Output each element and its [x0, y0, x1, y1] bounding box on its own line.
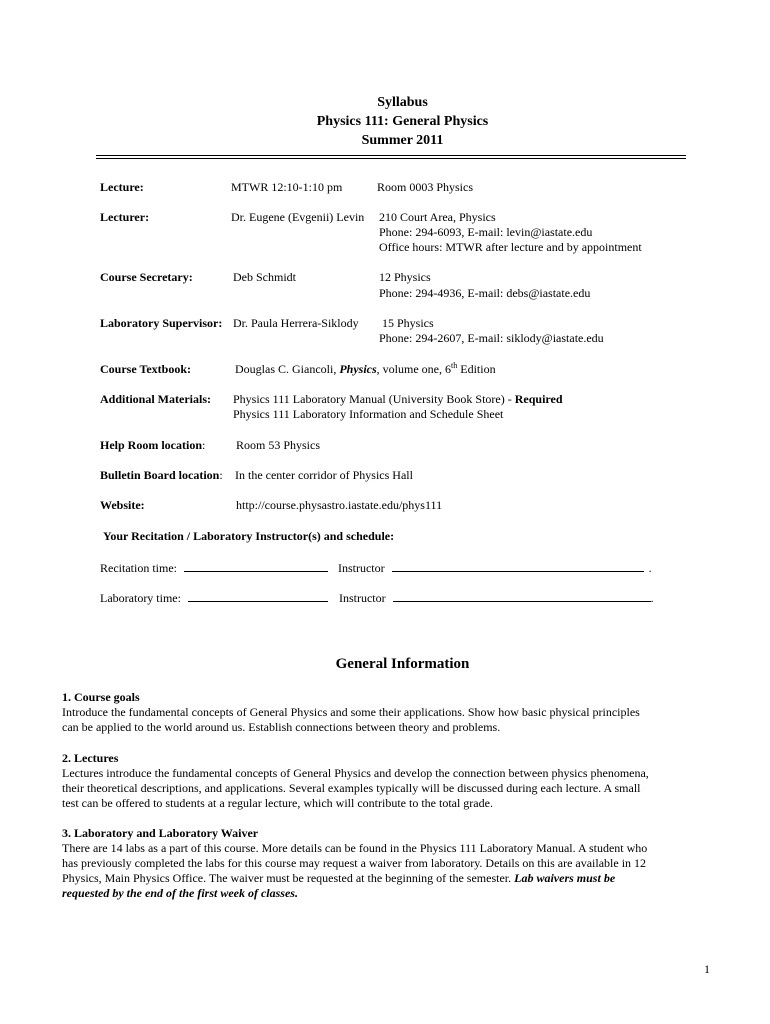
laboratory-time-label: Laboratory time:: [100, 591, 181, 605]
materials-line1: [233, 392, 563, 407]
page-number: 1: [704, 962, 710, 976]
textbook-author: Douglas C. Giancoli,: [235, 362, 340, 376]
recitation-row: [100, 560, 652, 576]
schedule-heading: Your Recitation / Laboratory Instructor(s) and schedule:: [103, 529, 395, 543]
bulletin-colon: :: [219, 468, 223, 482]
lecture-room: Room 0003 Physics: [377, 180, 474, 194]
recitation-period: .: [648, 561, 652, 575]
secretary-label: Course Secretary:: [100, 270, 193, 284]
course-goals-line2: can be applied to the world around us. Establish connections between theory and problems.: [62, 720, 501, 734]
secretary-contact: Phone: 294-4936, E-mail: debs@iastate.edu: [379, 286, 591, 300]
lecturer-contact: Phone: 294-6093, E-mail: levin@iastate.edu: [379, 225, 593, 239]
materials-line2: Physics 111 Laboratory Information and Schedule Sheet: [233, 407, 504, 421]
lab-supervisor-contact: Phone: 294-2607, E-mail: siklody@iastate.edu: [379, 331, 604, 345]
help-room-label-text: Help Room location: [100, 438, 202, 452]
lab-waiver-line2: has previously completed the labs for this course may request a waiver from laboratory. Details on this are available in 12: [62, 856, 647, 870]
materials-label: Additional Materials:: [100, 392, 211, 406]
lab-waiver-emphasis-start: Lab waivers must be: [514, 871, 616, 885]
lab-supervisor-office: 15 Physics: [382, 316, 434, 330]
general-info-heading: General Information: [335, 656, 470, 672]
lecturer-office: 210 Court Area, Physics: [379, 210, 496, 224]
secretary-name: Deb Schmidt: [233, 270, 296, 284]
recitation-time-field[interactable]: [184, 560, 328, 572]
textbook-value: [235, 362, 496, 377]
website-label: Website:: [100, 498, 145, 512]
materials-manual: Physics 111 Laboratory Manual (University Book Store) -: [233, 392, 515, 406]
course-name: Physics 111: General Physics: [316, 114, 489, 129]
laboratory-period: .: [650, 591, 654, 605]
course-term: Summer 2011: [361, 133, 444, 148]
recitation-time-label: Recitation time:: [100, 561, 177, 575]
lab-supervisor-label: Laboratory Supervisor:: [100, 316, 223, 330]
help-room-value: Room 53 Physics: [236, 438, 321, 452]
lecturer-office-hours: Office hours: MTWR after lecture and by appointment: [379, 240, 642, 254]
lecturer-name: Dr. Eugene (Evgenii) Levin: [231, 210, 365, 224]
lecture-label: Lecture:: [100, 180, 144, 194]
bulletin-label-text: Bulletin Board location: [100, 468, 220, 482]
lab-waiver-emphasis-end: requested by the end of the first week of classes.: [62, 886, 298, 900]
textbook-volume: , volume one, 6: [376, 362, 451, 376]
lectures-title: 2. Lectures: [62, 751, 119, 765]
bulletin-label: [100, 468, 223, 483]
secretary-office: 12 Physics: [379, 270, 431, 284]
laboratory-instructor-field[interactable]: [393, 590, 651, 602]
lecture-time: MTWR 12:10-1:10 pm: [231, 180, 343, 194]
lectures-line1: Lectures introduce the fundamental concepts of General Physics and develop the connection between physics phenomena,: [62, 766, 649, 780]
textbook-label: Course Textbook:: [100, 362, 192, 376]
lecturer-label: Lecturer:: [100, 210, 150, 224]
lectures-line3: test can be offered to students at a regular lecture, which will contribute to the total grade.: [62, 796, 493, 810]
lab-waiver-line3: [62, 871, 615, 886]
laboratory-time-field[interactable]: [188, 590, 328, 602]
recitation-instructor-field[interactable]: [392, 560, 644, 572]
lab-waiver-line3-text: Physics, Main Physics Office. The waiver must be requested at the beginning of the semester.: [62, 871, 515, 885]
materials-required: Required: [514, 392, 563, 406]
document-title: Syllabus: [377, 95, 428, 110]
textbook-edition-sup: th: [451, 361, 458, 370]
laboratory-instructor-label: Instructor: [338, 591, 386, 605]
help-room-colon: :: [202, 438, 206, 452]
website-link[interactable]: http://course.physastro.iastate.edu/phys111: [236, 498, 443, 512]
header-rule-top: [96, 155, 686, 156]
header-rule-bottom: [96, 158, 686, 159]
lab-waiver-title: 3. Laboratory and Laboratory Waiver: [62, 826, 259, 840]
course-goals-line1: Introduce the fundamental concepts of General Physics and some their applications. Show how basic physical principles: [62, 705, 640, 719]
help-room-label: [100, 438, 205, 453]
lab-supervisor-name: Dr. Paula Herrera-Siklody: [233, 316, 359, 330]
laboratory-row: [100, 590, 654, 606]
lab-waiver-line1: There are 14 labs as a part of this course. More details can be found in the Physics 111 Laboratory Manual. A student who: [62, 841, 648, 855]
lectures-line2: their theoretical descriptions, and applications. Several examples typically will be discussed during each lecture. A small: [62, 781, 641, 795]
course-goals-title: 1. Course goals: [62, 690, 140, 704]
textbook-title: Physics: [339, 362, 377, 376]
textbook-edition: Edition: [457, 362, 496, 376]
recitation-instructor-label: Instructor: [337, 561, 385, 575]
bulletin-value: In the center corridor of Physics Hall: [235, 468, 413, 482]
